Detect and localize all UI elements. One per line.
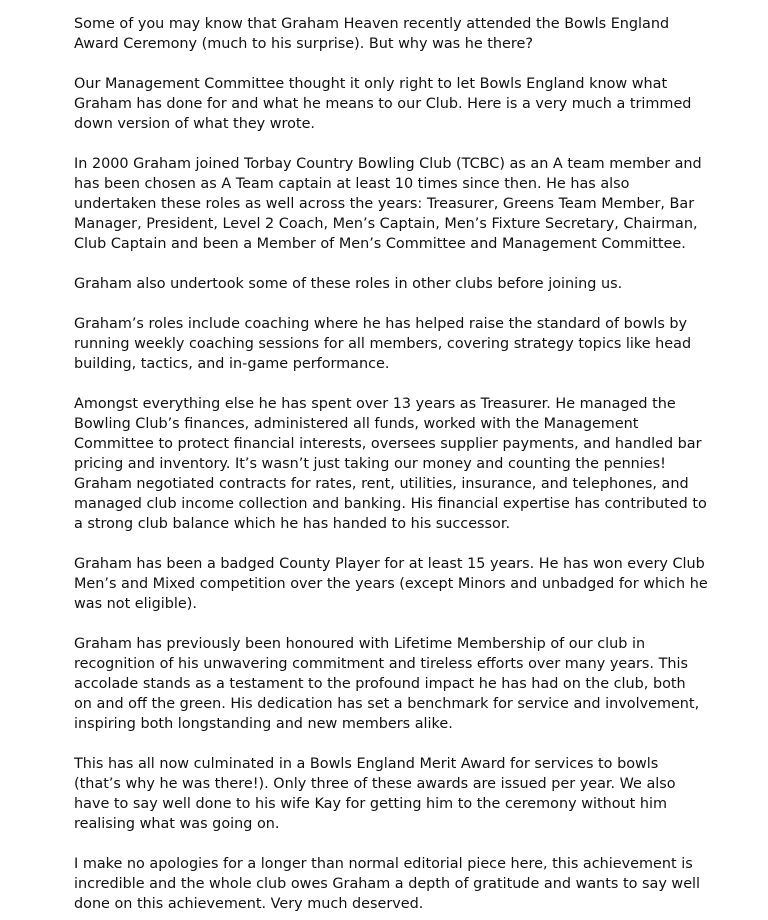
paragraph-coaching: Graham’s roles include coaching where he has helped raise the standard of bowls by running weekly coaching sessions for all members, covering strategy topics like head building, tactics, and in-game performance. [74, 316, 692, 372]
paragraph-county-player: Graham has been a badged County Player for at least 15 years. He has won every Club Men’s and Mixed competition over the years (except Minors and unbadged for which he was not eligible). [74, 556, 708, 612]
paragraph-merit-award: This has all now culminated in a Bowls England Merit Award for services to bowls (that’s why he was there!). Only three of these awards are issued per year. We also have to say well done to his wife Kay for getting him to the ceremony without him realising what was going on. [74, 756, 676, 832]
paragraph-closing: I make no apologies for a longer than normal editorial piece here, this achievement is incredible and the whole club owes Graham a depth of gratitude and wants to say well done on this achievement. Very much deserved. [74, 856, 701, 912]
paragraph-lifetime-membership: Graham has previously been honoured with Lifetime Membership of our club in recognition of his unwavering commitment and tireless efforts over many years. This accolade stands as a testament to the profound impact he has had on the club, both on and off the green. His dedication has set a benchmark for service and involvement, inspiring both longstanding and new members alike. [74, 636, 700, 732]
paragraph-intro: Some of you may know that Graham Heaven recently attended the Bowls England Award Ceremony (much to his surprise). But why was he there? [74, 16, 670, 52]
paragraph-management-committee: Our Management Committee thought it only right to let Bowls England know what Graham has done for and what he means to our Club. Here is a very much a trimmed down version of what they wrote. [74, 76, 692, 132]
paragraph-treasurer: Amongst everything else he has spent over 13 years as Treasurer. He managed the Bowling Club’s finances, administered all funds, worked with the Management Committee to protect financial interests, oversees supplier payments, and handled bar pricing and inventory. It’s wasn’t just taking our money and counting the pennies! Graham negotiated contracts for rates, rent, utilities, insurance, and telephones, and managed club income collection and banking. His financial expertise has contributed to a strong club balance which he has handed to his successor. [74, 396, 707, 532]
paragraph-club-roles: In 2000 Graham joined Torbay Country Bowling Club (TCBC) as an A team member and has been chosen as A Team captain at least 10 times since then. He has also undertaken these roles as well across the years: Treasurer, Greens Team Member, Bar Manager, President, Level 2 Coach, Men’s Captain, Men’s Fixture Secretary, Chairman, Club Captain and been a Member of Men’s Committee and Management Committee. [74, 156, 702, 252]
paragraph-other-clubs: Graham also undertook some of these roles in other clubs before joining us. [74, 276, 623, 292]
